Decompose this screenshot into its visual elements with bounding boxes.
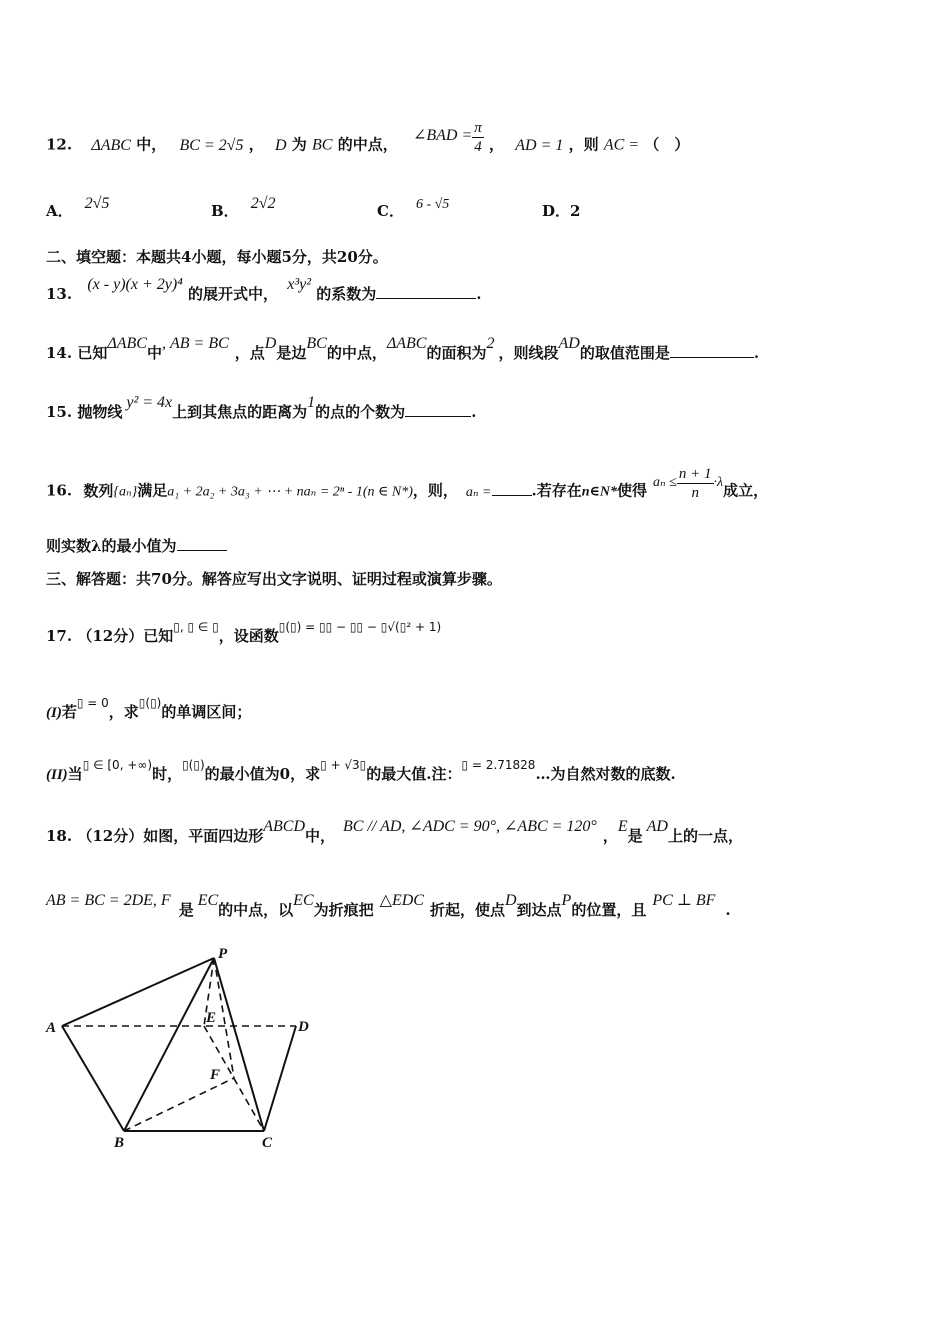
math-triangle: ΔABC	[91, 136, 131, 154]
math: ABCD	[263, 818, 306, 835]
math-d: D	[274, 136, 287, 154]
text: 上的一点，	[667, 827, 743, 845]
math: PC ⊥ BF	[652, 892, 716, 909]
text: ，求	[108, 703, 139, 721]
answer-paren: （ ）	[644, 135, 690, 154]
answer-blank[interactable]	[376, 286, 476, 299]
text: .	[753, 344, 760, 362]
math: ·λ	[713, 474, 724, 490]
text: 是边	[276, 344, 307, 362]
math: AD	[646, 818, 668, 835]
frac-num: π	[474, 120, 482, 136]
math: y² = 4x	[126, 394, 173, 411]
text: 的最小值为0，求	[204, 765, 321, 783]
text: 的单调区间；	[161, 703, 252, 721]
text: ，点	[234, 344, 265, 362]
section-3-heading: 三、解答题：共70分。解答应写出文字说明、证明过程或演算步骤。	[46, 570, 502, 588]
math: 1	[307, 394, 316, 411]
question-14	[46, 335, 760, 363]
question-18-line-2	[46, 892, 731, 920]
question-16	[46, 466, 769, 510]
math: D	[264, 335, 277, 352]
math-recurrence: a₁ + 2a₂ + 3a₃ + ⋯ + naₙ = 2ⁿ - 1(n ∈ N*)	[167, 484, 413, 500]
text: ，则线段	[498, 344, 559, 362]
math-garbled: ▯(▯)	[182, 758, 205, 772]
text: 满足	[137, 481, 168, 500]
text: 的展开式中，	[187, 285, 278, 303]
text: 抛物线	[77, 403, 123, 421]
text: 上到其焦点的距离为	[172, 403, 308, 421]
text: 折起，使点	[429, 901, 505, 919]
edge-cd	[264, 1026, 296, 1131]
text: ，	[602, 827, 618, 845]
edge-ap	[62, 958, 217, 1026]
math-garbled: ▯ + √3▯	[320, 758, 367, 772]
text: ，	[248, 135, 264, 154]
math: aₙ =	[465, 484, 492, 500]
question-17-part-1	[46, 696, 252, 722]
edge-ab	[62, 1026, 124, 1131]
answer-blank[interactable]	[177, 538, 227, 551]
option-d	[542, 200, 580, 221]
question-17-part-2	[46, 758, 676, 784]
text: 成立，	[723, 481, 769, 500]
text: 的面积为	[426, 344, 487, 362]
math: AD	[558, 335, 580, 352]
text: .	[725, 901, 731, 919]
text: 的最大值.注：	[366, 765, 462, 783]
text: 时，	[152, 765, 183, 783]
math-garbled: ▯ = 2.71828	[461, 758, 536, 772]
text: ，则，	[412, 481, 458, 500]
math-garbled: ▯ ∈ [0, +∞)	[82, 758, 153, 772]
math-bc2: BC	[312, 136, 333, 154]
math-garbled: ▯ = 0	[76, 696, 109, 710]
text: …为自然对数的底数.	[535, 765, 676, 783]
text: 的中点，	[337, 135, 398, 154]
label-a: A	[46, 1020, 57, 1036]
text: ，设函数	[218, 627, 279, 645]
question-number: 15.	[46, 403, 73, 421]
text: 已知	[77, 344, 108, 362]
answer-blank[interactable]	[492, 483, 532, 496]
question-number: 18.	[46, 827, 73, 845]
math-conditions: BC // AD, ∠ADC = 90°, ∠ABC = 120°	[343, 818, 597, 835]
frac-num: n + 1	[678, 466, 712, 482]
math-term: x³y²	[287, 276, 312, 293]
question-12	[46, 120, 690, 164]
math: △EDC	[379, 892, 424, 909]
text: 的中点，	[326, 344, 387, 362]
text: 若	[61, 703, 77, 721]
math: ΔABC	[386, 335, 427, 352]
math: D	[504, 892, 517, 909]
option-label: D．2	[542, 202, 581, 220]
text: 的取值范围是	[579, 344, 670, 362]
fraction-pi-over-4	[472, 119, 484, 156]
text: 到达点	[516, 901, 562, 919]
text: .	[471, 403, 477, 421]
label-f: F	[210, 1067, 221, 1083]
option-label: C．	[377, 202, 404, 220]
label-d: D	[298, 1019, 309, 1035]
text: 的系数为	[316, 285, 377, 303]
fraction-n-plus-1-over-n	[677, 465, 714, 502]
text: 当	[67, 765, 83, 783]
part-label: (II)	[46, 767, 68, 783]
math-bc: BC = 2√5	[179, 136, 244, 154]
option-label: B．	[211, 202, 239, 220]
math: aₙ ≤	[653, 474, 677, 490]
part-label: (I)	[46, 705, 62, 721]
math-garbled: ▯, ▯ ∈ ▯	[173, 620, 219, 634]
math: n∈N*	[581, 484, 617, 500]
edge-bp	[124, 958, 217, 1131]
answer-blank[interactable]	[670, 345, 754, 358]
label-c: C	[262, 1135, 273, 1151]
label-p: P	[218, 946, 228, 962]
option-label: A．	[46, 202, 73, 220]
math: ΔABC	[107, 335, 147, 352]
edge-pc	[214, 958, 264, 1131]
math: , AB = BC	[161, 335, 229, 352]
math: 2	[486, 335, 495, 352]
math-ac: AC =	[603, 136, 640, 154]
option-c	[377, 197, 450, 221]
math: EC	[293, 892, 314, 909]
question-15	[46, 394, 477, 422]
math: E	[617, 818, 628, 835]
question-number: 14.	[46, 344, 73, 362]
text: 为	[291, 135, 307, 154]
text: 使得	[617, 481, 648, 500]
math-angle: ∠BAD =	[412, 126, 473, 144]
math-expr: (x - y)(x + 2y)⁴	[87, 276, 183, 293]
section-2-heading: 二、填空题：本题共4小题，每小题5分，共20分。	[46, 248, 388, 266]
label-e: E	[206, 1010, 217, 1026]
math-garbled: ▯(▯)	[138, 696, 162, 710]
option-a	[46, 195, 110, 221]
geometry-figure	[40, 946, 330, 1156]
option-value: 2√2	[250, 195, 276, 212]
text: 的位置，且	[571, 901, 647, 919]
text: 中，	[136, 135, 167, 154]
question-number: 16.	[46, 481, 73, 500]
text: ，	[489, 135, 505, 154]
text: 数列	[83, 481, 114, 500]
option-b	[211, 195, 276, 221]
frac-den: 4	[474, 139, 482, 155]
math-ad: AD = 1	[515, 136, 564, 154]
text: （12分）已知	[77, 627, 174, 645]
text: 的点的个数为	[315, 403, 406, 421]
question-13	[46, 276, 482, 304]
text: 是	[627, 827, 643, 845]
option-value: 2√5	[84, 195, 110, 212]
text: 中	[146, 344, 162, 362]
question-number: 13.	[46, 285, 73, 303]
text: （12分）如图，平面四边形	[77, 827, 264, 845]
text: 是	[178, 901, 194, 919]
math: BC	[306, 335, 327, 352]
question-number: 12.	[46, 135, 73, 154]
text: 则实数λ的最小值为	[46, 537, 177, 555]
question-number: 17.	[46, 627, 73, 645]
answer-blank[interactable]	[405, 404, 471, 417]
frac-den: n	[691, 485, 699, 501]
question-16-line-2	[46, 535, 227, 556]
math: {aₙ}	[113, 484, 138, 500]
math: EC	[197, 892, 219, 909]
text: 为折痕把	[313, 901, 374, 919]
text: .若存在	[531, 481, 582, 500]
text: 的中点，以	[218, 901, 294, 919]
edge-bf-dashed	[124, 1078, 234, 1131]
math-function-garbled: ▯(▯) = ▯▯ − ▯▯ − ▯√(▯² + 1)	[278, 620, 442, 634]
text: ，则	[568, 135, 599, 154]
label-b: B	[114, 1135, 125, 1151]
question-17	[46, 620, 442, 646]
text: 中，	[305, 827, 336, 845]
math: AB = BC = 2DE, F	[46, 892, 171, 909]
option-value: 6 - √5	[415, 197, 450, 212]
text: .	[476, 285, 482, 303]
math: P	[561, 892, 572, 909]
question-18	[46, 818, 743, 846]
